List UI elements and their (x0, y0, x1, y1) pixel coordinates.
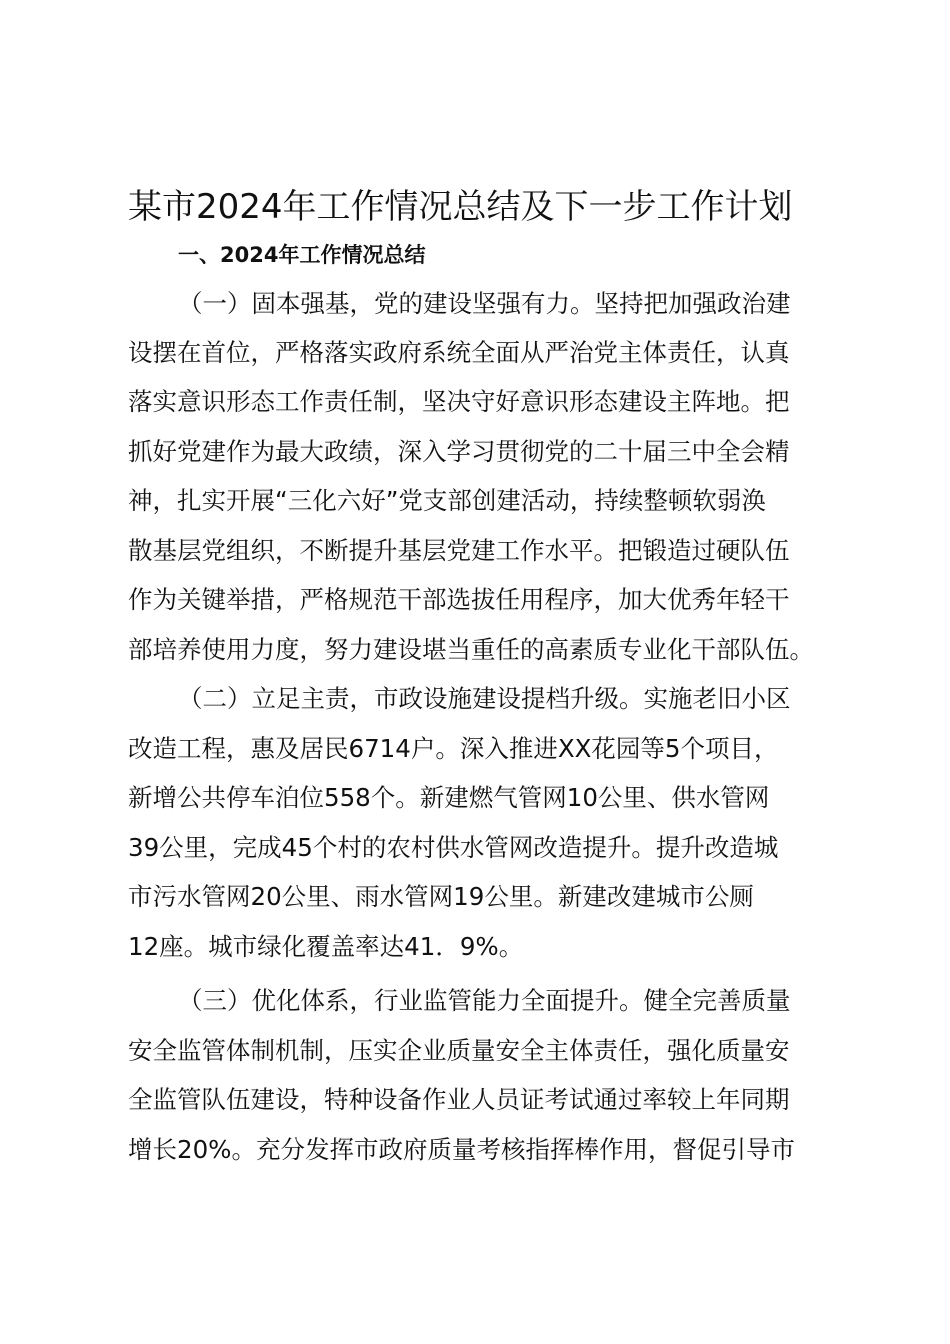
paragraph-line: 增长20%。充分发挥市政府质量考核指挥棒作用，督促引导市 (128, 1135, 795, 1164)
paragraph-line: 散基层党组织，不断提升基层党建工作水平。把锻造过硬队伍 (128, 536, 790, 565)
document-title: 某市2024年工作情况总结及下一步工作计划 (128, 187, 793, 227)
paragraph-line: 部培养使用力度，努力建设堪当重任的高素质专业化干部队伍。 (128, 635, 814, 664)
paragraph-line: 改造工程，惠及居民6714户。深入推进XX花园等5个项目， (128, 734, 779, 763)
paragraph-line: （二）立足主责，市政设施建设提档升级。实施老旧小区 (178, 684, 791, 713)
paragraph-line: （三）优化体系，行业监管能力全面提升。健全完善质量 (178, 986, 791, 1015)
paragraph-line: 设摆在首位，严格落实政府系统全面从严治党主体责任，认真 (128, 338, 790, 367)
paragraph-line: 安全监管体制机制，压实企业质量安全主体责任，强化质量安 (128, 1036, 790, 1065)
paragraph-line: 抓好党建作为最大政绩，深入学习贯彻党的二十届三中全会精 (128, 437, 790, 466)
paragraph-line: 市污水管网20公里、雨水管网19公里。新建改建城市公厕 (128, 882, 754, 911)
section-heading: 一、2024年工作情况总结 (178, 243, 426, 267)
paragraph-line: 全监管队伍建设，特种设备作业人员证考试通过率较上年同期 (128, 1085, 790, 1114)
paragraph-line: 作为关键举措，严格规范干部选拔任用程序，加大优秀年轻干 (128, 585, 790, 614)
paragraph-line: 神，扎实开展“三化六好”党支部创建活动，持续整顿软弱涣 (128, 486, 766, 515)
paragraph-line: （一）固本强基，党的建设坚强有力。坚持把加强政治建 (178, 289, 791, 318)
paragraph-line: 39公里，完成45个村的农村供水管网改造提升。提升改造城 (128, 833, 779, 862)
paragraph-line: 新增公共停车泊位558个。新建燃气管网10公里、供水管网 (128, 783, 770, 812)
paragraph-line: 落实意识形态工作责任制，坚决守好意识形态建设主阵地。把 (128, 387, 790, 416)
paragraph-line: 12座。城市绿化覆盖率达41．9%。 (128, 932, 524, 961)
